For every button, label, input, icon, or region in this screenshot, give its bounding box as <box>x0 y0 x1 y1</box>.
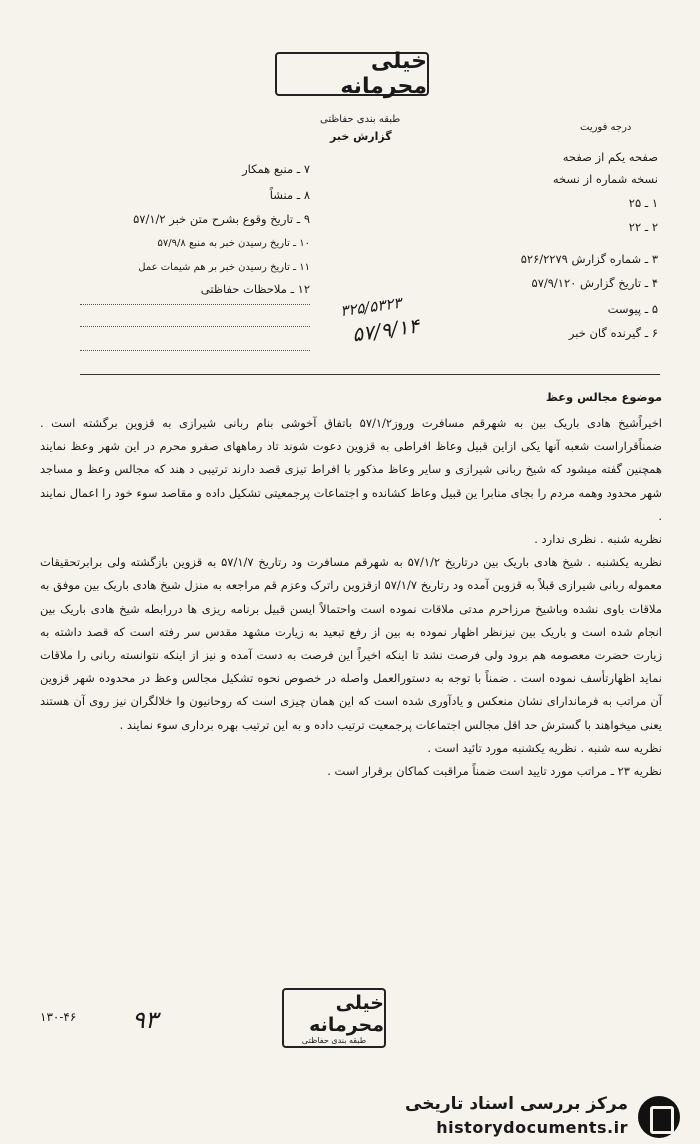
urgency-label: درجه فوریت <box>580 122 632 133</box>
meta-right-3: ۲ ـ ۲۲ <box>628 220 658 234</box>
bottom-classification-stamp <box>282 988 386 1048</box>
report-type: گزارش خبر <box>330 130 392 143</box>
meta-right-1: نسخه شماره از نسخه <box>552 172 658 186</box>
paragraph-sunday: نظریه یکشنبه . شیخ هادی باریک بین درتاریخ ۵۷/۱/۲ به شهرقم مسافرت ود رتاریخ ۵۷/۱/۷ به قزوین بازگشته ولی برابرتحقیقات معموله ربانی شیرازی قبلاً به قزوین آمده ود رتاریخ ۵۷/۱/۷ ازقزوین راترک وعزم قم مراجعه به منزل شیخ هادی باریک بین موفق به ملاقات باوی نشده وباشیخ مرزاحرم مدتی ملاقات نموده است واحتمالاً ایسن قبیل برنامه ریزی ها دررابطه شیخ هادی باریک بین انجام شده است و باریک بین نیزنظر اظهار نموده به بین از رفع تبعید به زیارت مشهد مقدس سر رفته است که قصد داشته به زیارت حضرت معصومه هم برود ولی فرصت نشد تا اینکه اخیراً این فرصت به دست آمده و نیز از اینکه نتوانسته ربانی را ملاقات نماید اظهارتأسف نموده است . ضمناً با توجه به دستورالعمل واصله در خصوص نحوه تشکیل مجالس وعظ در محدوده شهر قزوین آن مراتب به فرماندارای نشان منعکس و یادآوری شده است که این همان چیزی است که روحانیون وا خلالگران نیز روی آن هستند یعنی میخواهند با گسترش حد اقل مجالس اجتماعات پرجمعیت ترتیب داده و به این ترتیب بهره برداری سوء نمایند . <box>40 555 662 732</box>
meta-right-7: ۶ ـ گیرنده گان خبر <box>568 326 658 340</box>
archive-logo-icon <box>638 1096 680 1138</box>
document-number: ۱۳۰-۴۶ <box>40 1010 77 1024</box>
meta-left-2: ۹ ـ تاریخ وقوع بشرح متن خبر ۵۷/۱/۲ <box>133 212 310 226</box>
meta-left-3: ۱۰ ـ تاریخ رسیدن خبر به منبع ۵۷/۹/۸ <box>157 238 310 249</box>
meta-left-5: ۱۲ ـ ملاحظات حفاظتی <box>200 282 310 296</box>
classification-text: خیلی محرمانه <box>340 49 427 99</box>
protection-grade: طبقه بندی حفاظتی <box>320 114 401 125</box>
subject: موضوع مجالس وعظ <box>545 390 662 404</box>
report-body <box>40 412 662 783</box>
watermark-footer <box>0 1090 700 1144</box>
paragraph-saturday: نظریه شنبه . نظری ندارد . <box>534 532 662 547</box>
classification-stamp <box>275 49 429 99</box>
paragraph-tuesday: نظریه سه شنبه . نظریه یکشنبه مورد تائید است . <box>427 740 662 755</box>
meta-right-6: ۵ ـ پیوست <box>607 302 658 316</box>
handwritten-number: ۳۲۵/۵۳۲۳ <box>339 293 403 321</box>
meta-right-2: ۱ ـ ۲۵ <box>628 196 658 210</box>
handwritten-date: ۵۷/۹/۱۴ <box>350 313 421 347</box>
footer-url[interactable]: historydocuments.ir <box>436 1118 628 1137</box>
bottom-classification-text: خیلی محرمانه <box>309 991 384 1036</box>
meta-right-4: ۳ ـ شماره گزارش ۵۲۶/۲۲۷۹ <box>520 252 658 266</box>
handwritten-page-number: ۹۳ <box>132 1006 158 1034</box>
meta-right-0: صفحه یکم از صفحه <box>562 150 658 164</box>
footer-org-name: مرکز بررسی اسناد تاریخی <box>405 1094 628 1114</box>
meta-left-0: ۷ ـ منبع همکار <box>242 162 310 176</box>
meta-left-4: ۱۱ ـ تاریخ رسیدن خبر بر هم شیمات عمل <box>138 262 310 273</box>
paragraph-main: اخیراًشیخ هادی باریک بین به شهرقم مسافرت وروز۵۷/۱/۲ باتفاق آخوشی بنام ربانی شیرازی به قزوین برگشته است . ضمناًقراراست شعبه آنها یکی ازاین قبیل وعاظ افراطی به قزوین دعوت شوند تاد رماههای صفرو محرم در این شهر وعظ نمایند همچنین گفته میشود که شیخ ربانی شیرازی و سایر وعاظ مذکور با افراط تیزی قصد دارند ترتیبی د هند که مجالس وعظ و مساجد شهر محدود وهمه مردم را بجای منابرا ین قبیل وعاظ کشانده و اجتماعات پرجمعیتی تشکیل داده و مقاصد سوء خود را اعمال نمایند . <box>40 416 662 523</box>
bottom-grade-text: طبقه بندی حفاظتی <box>301 1035 367 1045</box>
meta-left-1: ۸ ـ منشاً <box>269 188 310 202</box>
meta-right-5: ۴ ـ تاریخ گزارش ۵۷/۹/۱۲۰ <box>531 276 658 290</box>
paragraph-23: نظریه ۲۳ ـ مراتب مورد تایید است ضمناً مراقبت کماکان برقرار است . <box>327 764 662 779</box>
